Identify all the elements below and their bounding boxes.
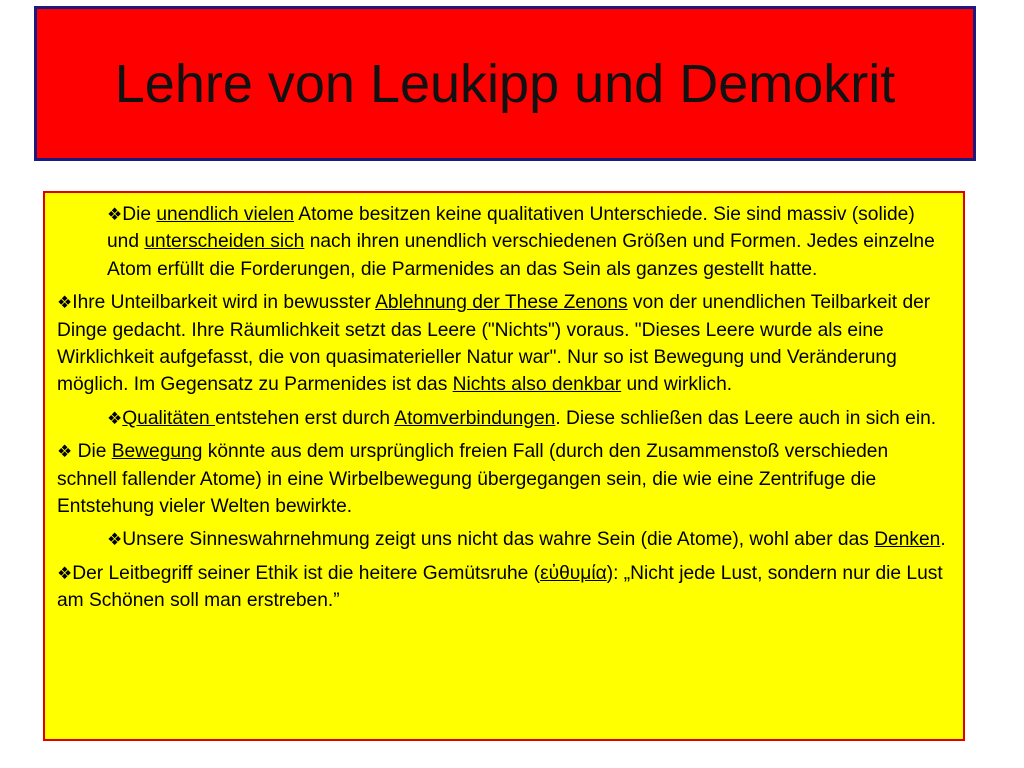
text-segment: Atome besitzen keine qualitativen Unterschiede. Sie sind massiv (solide) und <box>107 204 915 253</box>
text-segment: und wirklich. <box>621 374 733 396</box>
paragraph-qualities <box>57 405 949 432</box>
underlined-term: Bewegung <box>111 441 203 463</box>
text-segment: Unsere Sinneswahrnehmung zeigt uns nicht das wahre Sein (die Atome), wohl aber das <box>122 529 875 551</box>
text-segment: . <box>940 529 946 551</box>
diamond-bullet-icon: ❖ <box>107 530 123 550</box>
underlined-term: Ablehnung der These Zenons <box>375 292 628 314</box>
paragraph-perception <box>57 526 949 553</box>
text-segment: Die <box>72 441 112 463</box>
text-segment: . Diese schließen das Leere auch in sich ein. <box>555 407 937 429</box>
text-segment: nach ihren unendlich verschiedenen Größen und Formen. Jedes einzelne Atom erfüllt die Forderungen, die Parmenides an das Sein als ganzes gestellt hatte. <box>107 231 935 280</box>
paragraph-atoms <box>57 201 949 283</box>
diamond-bullet-icon: ❖ <box>57 293 73 313</box>
content-panel <box>43 191 965 741</box>
underlined-term: Nichts also denkbar <box>452 374 622 396</box>
text-segment: ): „Nicht jede Lust, sondern nur die Lust am Schönen soll man erstreben.” <box>57 562 943 612</box>
underlined-term: Qualitäten <box>122 407 216 429</box>
greek-term-link[interactable]: εὐθυμία <box>540 562 607 584</box>
paragraph-indivisibility <box>57 289 949 399</box>
diamond-bullet-icon: ❖ <box>57 442 73 462</box>
underlined-term: unendlich vielen <box>156 204 294 225</box>
underlined-term: Denken <box>874 529 941 551</box>
text-segment: Der Leitbegriff seiner Ethik ist die heitere Gemütsruhe ( <box>72 562 541 584</box>
text-segment: entstehen erst durch <box>215 407 395 429</box>
text-segment: Ihre Unteilbarkeit wird in bewusster <box>72 292 376 314</box>
slide-title: Lehre von Leukipp und Demokrit <box>114 53 896 114</box>
diamond-bullet-icon: ❖ <box>107 205 123 224</box>
text-segment: von der unendlichen Teilbarkeit der Dinge gedacht. Ihre Räumlichkeit setzt das Leere ("Nichts") voraus. "Dieses Leere wurde als eine Wirklichkeit aufgefasst, die von quasimaterieller Natur war". Nur so ist Bewegung und Veränderung möglich. Im Gegensatz zu Parmenides ist das <box>57 292 931 396</box>
paragraph-motion <box>57 438 949 520</box>
text-segment: könnte aus dem ursprünglich freien Fall (durch den Zusammenstoß verschieden schnell fallender Atome) in eine Wirbelbewegung übergegangen sein, die wie eine Zentrifuge die Entstehung vieler Welten bewirkte. <box>57 441 889 518</box>
underlined-term: Atomverbindungen <box>394 407 556 429</box>
diamond-bullet-icon: ❖ <box>57 563 73 583</box>
text-segment: Die <box>122 204 157 225</box>
title-banner <box>34 6 976 161</box>
paragraph-ethics <box>57 560 949 615</box>
diamond-bullet-icon: ❖ <box>107 408 123 428</box>
underlined-term: unterscheiden sich <box>144 231 305 253</box>
